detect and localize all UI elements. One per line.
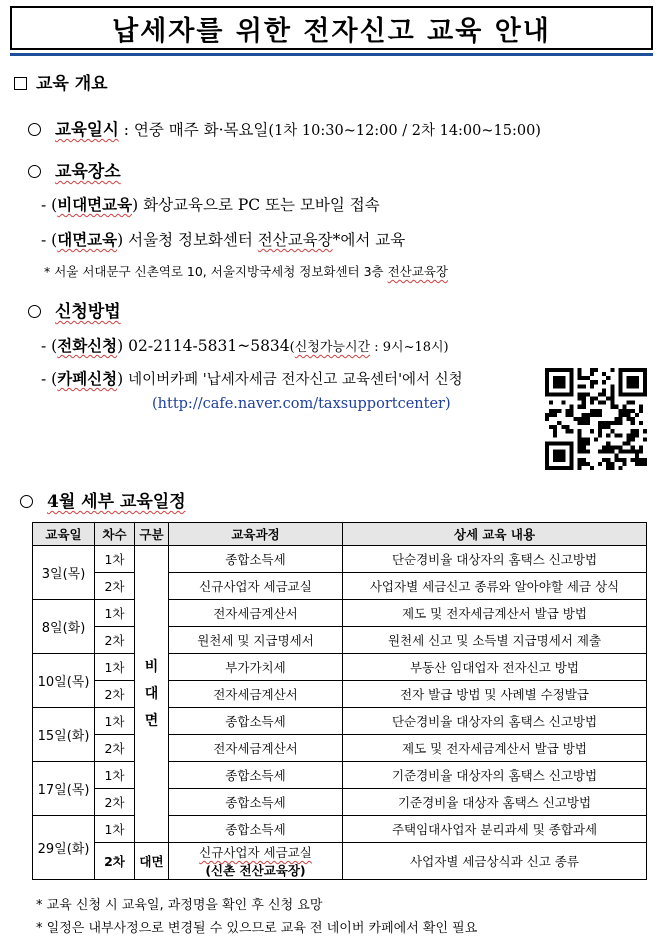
detail-cell: 사업자별 세금상식과 신고 종류 [343,843,647,880]
table-row [33,762,647,789]
schedule-label: 교육일시 [55,120,119,139]
title-box [10,6,653,50]
table-row [33,627,647,654]
table-row [33,654,647,681]
table-row [33,600,647,627]
course-cell: 종합소득세 [169,762,343,789]
date-cell: 17일(목) [33,762,95,816]
apply-phone: - (전화신청) 02-2114-5831~5834(신청가능시간 : 9시~18시) [41,336,449,355]
table-row [33,681,647,708]
date-cell: 15일(화) [33,708,95,762]
col-header-date: 교육일 [33,523,95,546]
circle-bullet-icon [28,165,41,178]
course-cell: 전자세금계산서 [169,600,343,627]
detail-cell: 전자 발급 방법 및 사례별 수정발급 [343,681,647,708]
schedule-table [32,522,647,880]
session-cell: 1차 [95,816,135,843]
schedule-detail: (1차 10:30~12:00 / 2차 14:00~15:00) [268,123,541,139]
course-cell: 전자세금계산서 [169,735,343,762]
type-nonface-cell: 비 대 면 [135,546,169,843]
schedule-text: 연중 매주 화·목요일 [133,121,269,139]
course-cell: 종합소득세 [169,546,343,573]
date-cell: 8일(화) [33,600,95,654]
cafe-url-link[interactable]: (http://cafe.naver.com/taxsupportcenter) [152,396,451,412]
session-cell: 2차 [95,627,135,654]
session-cell: 2차 [95,789,135,816]
table-row [33,546,647,573]
page-title: 납세자를 위한 전자신고 교육 안내 [112,15,551,47]
course-cell: 종합소득세 [169,708,343,735]
detail-cell: 제도 및 전자세금계산서 발급 방법 [343,600,647,627]
col-header-detail: 상세 교육 내용 [343,523,647,546]
date-cell: 3일(목) [33,546,95,600]
checkbox-icon [14,77,27,90]
apply-heading: 신청방법 [28,297,121,322]
overview-heading: 교육 개요 [14,69,108,94]
phone-number: 02-2114-5831~5834 [128,337,290,355]
session-cell: 2차 [95,735,135,762]
table-row [33,843,647,880]
session-cell: 2차 [95,681,135,708]
schedule-line: 교육일시 : 연중 매주 화·목요일(1차 10:30~12:00 / 2차 14:00~15:00) [28,116,541,140]
type-face-cell: 대면 [135,843,169,880]
table-header-row [33,523,647,546]
detail-cell: 단순경비율 대상자의 홈택스 신고방법 [343,708,647,735]
detail-cell: 기준경비율 대상자 홈택스 신고방법 [343,789,647,816]
apply-cafe: - (카페신청) 네이버카페 '납세자세금 전자신고 교육센터'에서 신청 [41,369,463,388]
session-cell: 1차 [95,546,135,573]
detail-cell: 주택임대사업자 분리과세 및 종합과세 [343,816,647,843]
place-footnote: * 서울 서대문구 신촌역로 10, 서울지방국세청 정보화센터 3층 전산교육장 [44,264,448,279]
table-row [33,573,647,600]
date-cell: 29일(화) [33,816,95,880]
table-row [33,816,647,843]
place-item-online: - (비대면교육) 화상교육으로 PC 또는 모바일 접속 [41,195,380,214]
course-cell: 전자세금계산서 [169,681,343,708]
session-cell: 1차 [95,708,135,735]
course-cell: 종합소득세 [169,789,343,816]
detail-cell: 사업자별 세금신고 종류와 알아야할 세금 상식 [343,573,647,600]
place-heading: 교육장소 [28,157,121,182]
note-1: * 교육 신청 시 교육일, 과정명을 확인 후 신청 요망 [36,898,323,913]
session-cell: 2차 [95,843,135,880]
detail-cell: 기준경비율 대상자의 홈택스 신고방법 [343,762,647,789]
detail-cell: 단순경비율 대상자의 홈택스 신고방법 [343,546,647,573]
course-cell: 부가가치세 [169,654,343,681]
circle-bullet-icon [28,305,41,318]
course-cell: 신규사업자 세금교실 [169,573,343,600]
schedule-heading: 4월 세부 교육일정 [20,487,186,512]
qr-code-icon[interactable] [545,368,647,470]
detail-cell: 부동산 임대업자 전자신고 방법 [343,654,647,681]
date-cell: 10일(목) [33,654,95,708]
table-row [33,735,647,762]
place-item-offline: - (대면교육) 서울청 정보화센터 전산교육장*에서 교육 [41,230,406,249]
col-header-session: 차수 [95,523,135,546]
note-2: * 일정은 내부사정으로 변경될 수 있으므로 교육 전 네이버 카페에서 확인 필요 [36,921,478,936]
course-cell: 신규사업자 세금교실 (신촌 전산교육장) [169,843,343,880]
session-cell: 1차 [95,654,135,681]
col-header-type: 구분 [135,523,169,546]
course-cell: 원천세 및 지급명세서 [169,627,343,654]
detail-cell: 원천세 신고 및 소득별 지급명세서 제출 [343,627,647,654]
title-rule [10,53,653,56]
session-cell: 2차 [95,573,135,600]
table-row [33,789,647,816]
col-header-course: 교육과정 [169,523,343,546]
circle-bullet-icon [28,123,41,136]
table-row [33,708,647,735]
circle-bullet-icon [20,495,33,508]
detail-cell: 제도 및 전자세금계산서 발급 방법 [343,735,647,762]
course-cell: 종합소득세 [169,816,343,843]
session-cell: 1차 [95,762,135,789]
session-cell: 1차 [95,600,135,627]
